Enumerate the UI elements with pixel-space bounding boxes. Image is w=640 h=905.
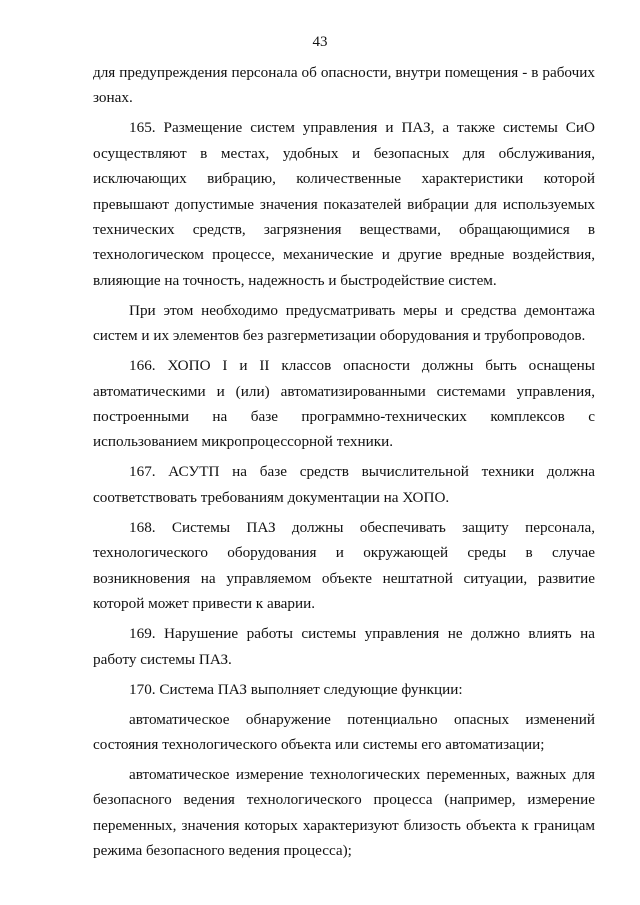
paragraph-167: 167. АСУТП на базе средств вычислительной техники должна соответствовать требованиям документации на ХОПО. [93,463,595,506]
paragraph-continuation: для предупреждения персонала об опасности, внутри помещения - в рабочих зонах. [93,64,595,107]
document-body [93,60,595,868]
paragraph-170: 170. Система ПАЗ выполняет следующие функции: [129,680,463,698]
page-number: 43 [312,34,328,50]
paragraph-168: 168. Системы ПАЗ должны обеспечивать защиту персонала, технологического оборудования и окружающей среды в случае возникновения на управляемом объекте нештатной ситуации, развитие которой может привести к аварии. [93,518,595,613]
paragraph-169: 169. Нарушение работы системы управления не должно влиять на работу системы ПАЗ. [93,625,595,668]
paragraph-170-function-1: автоматическое обнаружение потенциально опасных изменений состояния технологического объекта или системы его автоматизации; [93,710,595,753]
paragraph-165: 165. Размещение систем управления и ПАЗ, а также системы СиО осуществляют в местах, удобных и безопасных для обслуживания, исключающих вибрацию, количественные характеристики которой превышают допустимые значения показателей вибрации для используемых технических средств, загрязнения веществами, обращающимися в технологическом процессе, механические и другие вредные воздействия, влияющие на точность, надежность и быстродействие систем. [93,119,595,289]
paragraph-170-function-2: автоматическое измерение технологических переменных, важных для безопасного ведения технологического процесса (например, измерение переменных, значения которых характеризуют близость объекта к границам режима безопасного ведения процесса); [93,765,595,860]
paragraph-166: 166. ХОПО I и II классов опасности должны быть оснащены автоматическими и (или) автоматизированными системами управления, построенными на базе программно-технических комплексов с использованием микропроцессорной техники. [93,357,595,451]
paragraph-165-note: При этом необходимо предусматривать меры и средства демонтажа систем и их элементов без разгерметизации оборудования и трубопроводов. [93,301,595,345]
